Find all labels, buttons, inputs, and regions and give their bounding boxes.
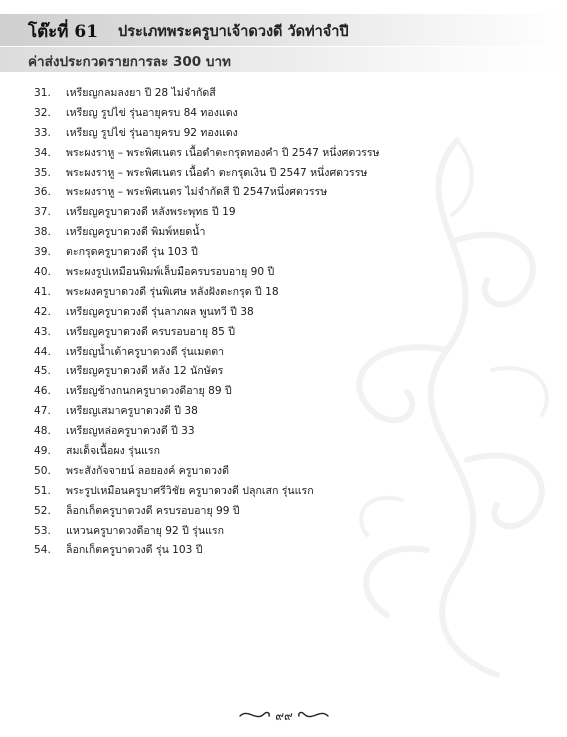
page-number-ornament	[236, 704, 332, 726]
title-bar	[0, 14, 567, 46]
item-text: เหรียญเสมาครูบาดวงดี ปี 38	[66, 405, 198, 418]
item-number: 37.	[34, 206, 51, 219]
list-item	[0, 203, 567, 223]
item-number: 38.	[34, 226, 51, 239]
list-item	[0, 183, 567, 203]
item-text: ล็อกเก็ตครูบาดวงดี รุ่น 103 ปี	[66, 544, 203, 557]
item-text: เหรียญครูบาดวงดี ครบรอบอายุ 85 ปี	[66, 325, 235, 338]
item-number: 43.	[34, 325, 51, 338]
item-text: พระผงราหู – พระพิศเนตร เนื้อดำตะกรุดทองคำ ปี 2547 หนึ่งศตวรรษ	[66, 146, 380, 159]
list-item	[0, 382, 567, 402]
list-item	[0, 243, 567, 263]
item-number: 34.	[34, 146, 51, 159]
item-text: พระผงราหู – พระพิศเนตร เนื้อดำ ตะกรุดเงิน ปี 2547 หนึ่งศตวรรษ	[66, 166, 368, 179]
list-item	[0, 502, 567, 522]
item-text: ตะกรุดครูบาดวงดี รุ่น 103 ปี	[66, 246, 198, 259]
item-text: เหรียญน้ำเต้าครูบาดวงดี รุ่นเมตตา	[66, 345, 225, 358]
item-text: พระผงราหู – พระพิศเนตร ไม่จำกัดสี ปี 2547หนึ่งศตวรรษ	[66, 186, 328, 199]
item-text: แหวนครูบาดวงดีอายุ 92 ปี รุ่นแรก	[66, 524, 225, 537]
item-number: 31.	[34, 87, 51, 99]
item-text: เหรียญช้างกนกครูบาดวงดีอายุ 89 ปี	[66, 385, 232, 398]
page-number: ๙๙	[275, 709, 293, 723]
item-number: 48.	[34, 425, 51, 438]
entry-fee-subtitle: ค่าส่งประกวดรายการละ 300 บาท	[28, 54, 231, 70]
list-item	[0, 482, 567, 502]
list-item	[0, 164, 567, 184]
item-number: 50.	[34, 464, 51, 477]
item-text: ล็อกเก็ตครูบาดวงดี ครบรอบอายุ 99 ปี	[66, 504, 240, 517]
item-number: 49.	[34, 445, 51, 458]
item-number: 33.	[34, 126, 51, 139]
item-number: 36.	[34, 186, 51, 199]
item-text: พระผงครูบาดวงดี รุ่นพิเศษ หลังฝังตะกรุด ปี 18	[66, 285, 279, 298]
item-number: 40.	[34, 266, 51, 279]
list-item	[0, 362, 567, 382]
item-number: 54.	[34, 544, 51, 557]
list-item	[0, 402, 567, 422]
item-text: พระสังกัจจายน์ ลอยองค์ ครูบาดวงดี	[66, 464, 229, 477]
item-number: 32.	[34, 106, 51, 119]
table-label: โต๊ะที่ 61	[28, 22, 99, 42]
item-text: เหรียญกลมลงยา ปี 28 ไม่จำกัดสี	[66, 87, 216, 99]
list-item	[0, 124, 567, 144]
list-item	[0, 104, 567, 124]
list-item	[0, 462, 567, 482]
item-number: 44.	[34, 345, 51, 358]
item-number: 42.	[34, 305, 51, 318]
list-item	[0, 283, 567, 303]
item-text: เหรียญครูบาดวงดี รุ่นลาภผล พูนทวี ปี 38	[66, 305, 254, 318]
list-item	[0, 223, 567, 243]
list-item	[0, 144, 567, 164]
list-item	[0, 541, 567, 561]
item-text: พระรูปเหมือนครูบาศรีวิชัย ครูบาดวงดี ปลุกเสก รุ่นแรก	[66, 484, 314, 497]
item-number: 46.	[34, 385, 51, 398]
subtitle-bar	[0, 47, 567, 72]
item-number: 35.	[34, 166, 51, 179]
list-item	[0, 522, 567, 542]
item-number: 47.	[34, 405, 51, 418]
list-item	[0, 323, 567, 343]
item-number: 39.	[34, 246, 51, 259]
item-text: เหรียญครูบาดวงดี พิมพ์หยดน้ำ	[66, 226, 206, 239]
list-item	[0, 303, 567, 323]
item-text: เหรียญหล่อครูบาดวงดี ปี 33	[66, 425, 195, 438]
item-text: เหรียญครูบาดวงดี หลัง 12 นักษัตร	[66, 365, 224, 378]
item-text: พระผงรูปเหมือนพิมพ์เล็บมือครบรอบอายุ 90 ปี	[66, 266, 275, 279]
item-text: เหรียญ รูปไข่ รุ่นอายุครบ 84 ทองแดง	[66, 106, 238, 119]
list-item	[0, 442, 567, 462]
item-number: 45.	[34, 365, 51, 378]
list-item	[0, 84, 567, 104]
item-list	[0, 84, 567, 561]
list-item	[0, 263, 567, 283]
item-number: 41.	[34, 285, 51, 298]
page-header	[0, 14, 567, 72]
item-text: เหรียญครูบาดวงดี หลังพระพุทธ ปี 19	[66, 206, 236, 219]
item-number: 51.	[34, 484, 51, 497]
item-text: สมเด็จเนื้อผง รุ่นแรก	[66, 445, 160, 458]
item-text: เหรียญ รูปไข่ รุ่นอายุครบ 92 ทองแดง	[66, 126, 238, 139]
item-number: 53.	[34, 524, 51, 537]
page-title: ประเภทพระครูบาเจ้าดวงดี วัดท่าจำปี	[118, 24, 349, 40]
list-item	[0, 343, 567, 363]
item-number: 52.	[34, 504, 51, 517]
list-item	[0, 422, 567, 442]
